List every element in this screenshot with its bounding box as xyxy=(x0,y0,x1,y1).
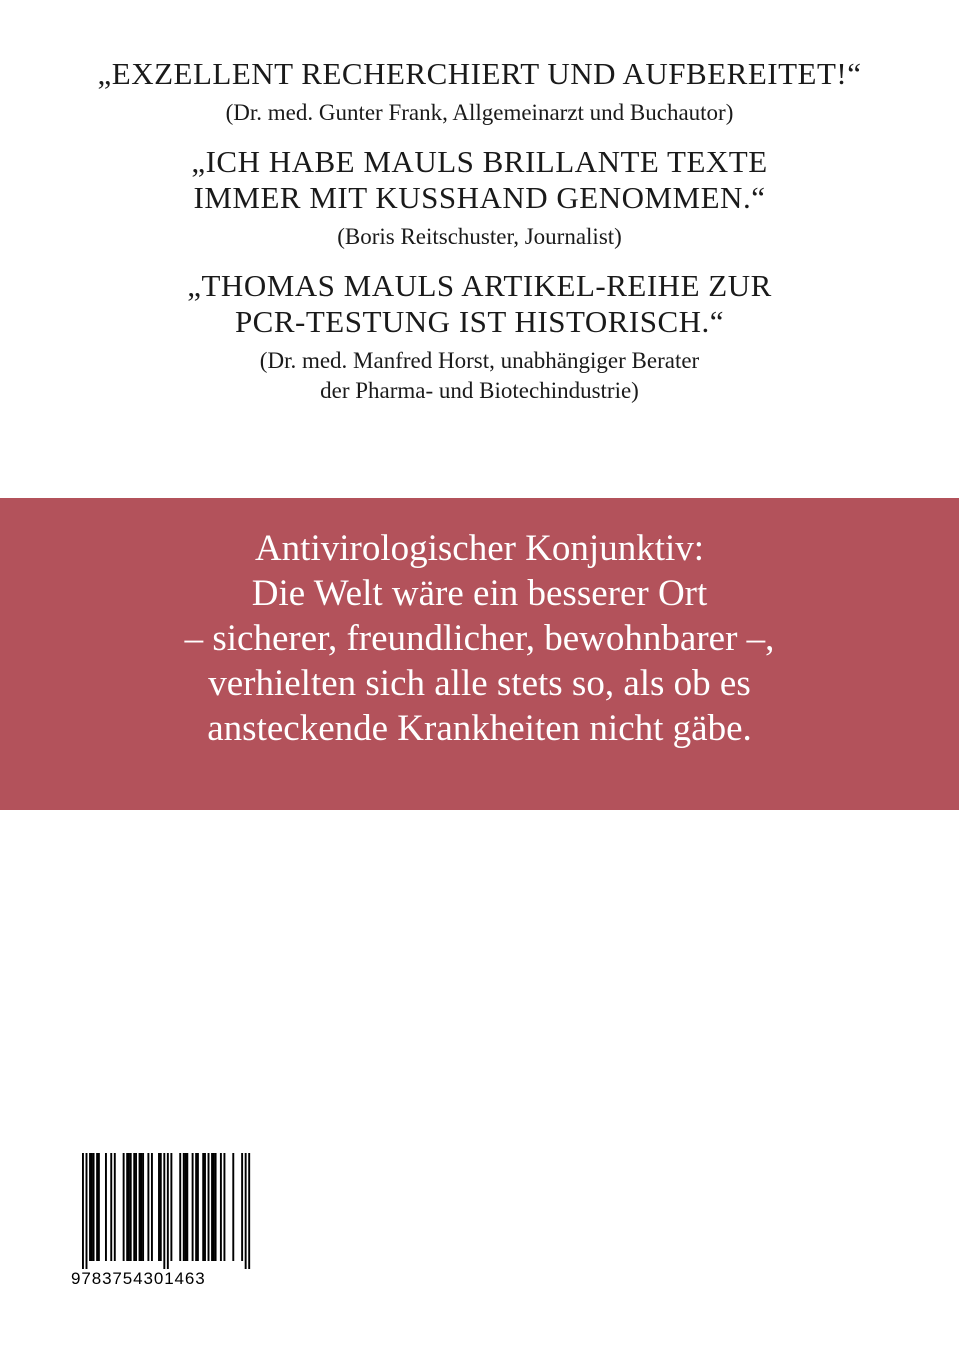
quote-line: PCR-TESTUNG IST HISTORISCH.“ xyxy=(234,304,725,339)
barcode-bar xyxy=(232,1153,234,1261)
barcode-bar xyxy=(186,1153,188,1261)
tagline-line: Antivirologischer Konjunktiv: xyxy=(254,528,705,569)
barcode-bar xyxy=(160,1153,162,1261)
barcode-bar xyxy=(195,1153,197,1261)
barcode-bar xyxy=(248,1153,250,1269)
barcode-bar xyxy=(123,1153,125,1261)
quote-attribution: (Dr. med. Manfred Horst, unabhängiger Berater xyxy=(259,348,700,373)
barcode-bar xyxy=(170,1153,172,1261)
tagline-band xyxy=(0,498,959,810)
barcode-bar xyxy=(213,1153,215,1261)
barcode-bar xyxy=(110,1153,112,1261)
barcode-bar xyxy=(93,1153,95,1261)
barcode-bar xyxy=(208,1153,210,1261)
barcode-bars xyxy=(71,1153,252,1269)
barcode-bar xyxy=(133,1153,135,1261)
barcode-bar xyxy=(89,1153,91,1261)
quote-line: IMMER MIT KUSSHAND GENOMMEN.“ xyxy=(193,180,766,215)
quote-block-1 xyxy=(0,56,959,128)
barcode-bar xyxy=(163,1153,165,1269)
barcode-bar xyxy=(86,1153,88,1269)
barcode-bar xyxy=(202,1153,204,1261)
tagline-line: – sicherer, freundlicher, bewohnbarer –, xyxy=(184,618,775,659)
barcode-bar xyxy=(128,1153,130,1261)
quote-line: „ICH HABE MAULS BRILLANTE TEXTE xyxy=(191,144,768,179)
barcode-bar xyxy=(204,1153,206,1261)
barcode-bar xyxy=(126,1153,128,1261)
quote-attribution: (Boris Reitschuster, Journalist) xyxy=(337,224,622,249)
quotes-section xyxy=(0,56,959,422)
barcode-bar xyxy=(192,1153,194,1261)
barcode-bar xyxy=(183,1153,185,1261)
quote-attribution: (Dr. med. Gunter Frank, Allgemeinarzt und Buchautor) xyxy=(225,100,734,125)
barcode-bar xyxy=(151,1153,153,1261)
barcode-bar xyxy=(98,1153,100,1261)
barcode-bar xyxy=(114,1153,116,1261)
quote-line: „THOMAS MAULS ARTIKEL-REIHE ZUR xyxy=(187,268,772,303)
barcode-bar xyxy=(241,1153,243,1261)
isbn-barcode xyxy=(71,1153,252,1291)
barcode-bar xyxy=(130,1153,132,1261)
quote-block-2 xyxy=(0,144,959,252)
barcode-bar xyxy=(135,1153,137,1261)
barcode-digits: 9783754301463 xyxy=(71,1269,206,1288)
tagline-line: ansteckende Krankheiten nicht gäbe. xyxy=(207,708,752,749)
barcode-bar xyxy=(91,1153,93,1261)
quote-line: „EXZELLENT RECHERCHIERT UND AUFBEREITET!“ xyxy=(97,56,862,91)
barcode-bar xyxy=(220,1153,222,1261)
barcode-bar xyxy=(139,1153,141,1261)
barcode-bar xyxy=(167,1153,169,1269)
barcode-bar xyxy=(179,1153,181,1261)
barcode-bar xyxy=(197,1153,199,1261)
tagline-line: Die Welt wäre ein besserer Ort xyxy=(251,573,708,614)
barcode-bar xyxy=(223,1153,225,1261)
barcode-bar xyxy=(211,1153,213,1261)
barcode-bar xyxy=(82,1153,84,1269)
barcode-bar xyxy=(147,1153,149,1261)
barcode-bar xyxy=(142,1153,144,1261)
barcode-bar xyxy=(105,1153,107,1261)
quote-attribution: der Pharma- und Biotechindustrie) xyxy=(320,378,639,403)
tagline-line: verhielten sich alle stets so, als ob es xyxy=(208,663,751,704)
barcode-bar xyxy=(185,1153,187,1261)
barcode-bar xyxy=(158,1153,160,1261)
quote-block-3 xyxy=(0,268,959,406)
barcode-bar xyxy=(96,1153,98,1261)
barcode-bar xyxy=(245,1153,247,1269)
barcode-bar xyxy=(140,1153,142,1261)
barcode-bar xyxy=(215,1153,217,1261)
